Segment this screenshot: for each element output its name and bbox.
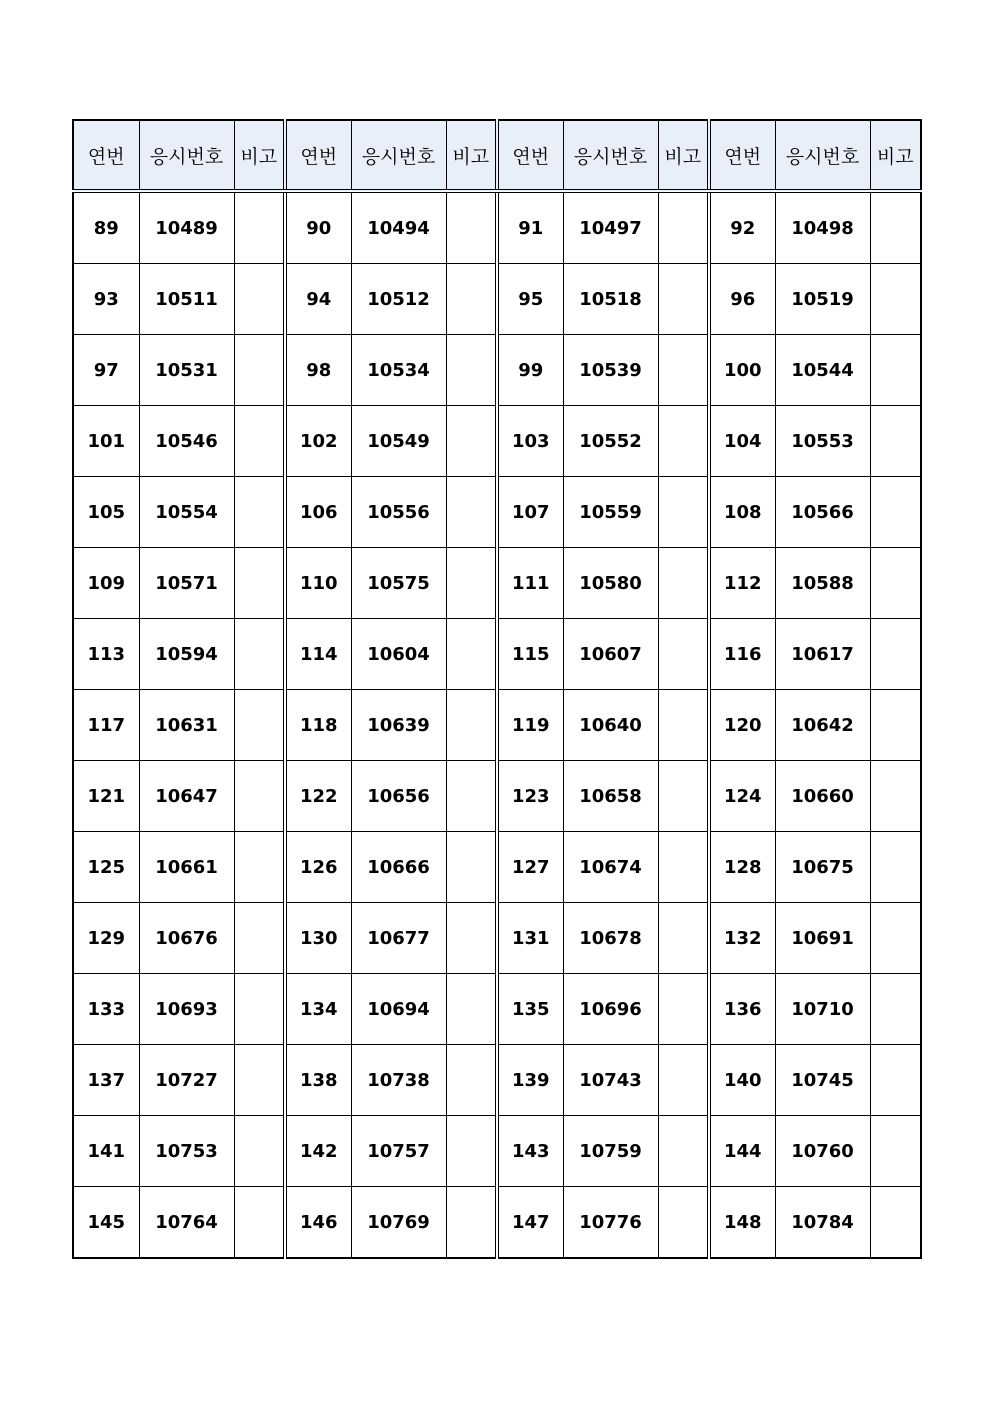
note-cell bbox=[234, 761, 285, 832]
exam-number-cell: 10769 bbox=[351, 1187, 446, 1259]
exam-number-cell: 10764 bbox=[139, 1187, 234, 1259]
serial-cell: 95 bbox=[497, 264, 563, 335]
header-serial: 연번 bbox=[497, 120, 563, 191]
note-cell bbox=[446, 191, 497, 264]
serial-cell: 125 bbox=[73, 832, 139, 903]
table-row bbox=[73, 903, 921, 974]
serial-cell: 118 bbox=[285, 690, 351, 761]
note-cell bbox=[446, 548, 497, 619]
note-cell bbox=[658, 548, 709, 619]
note-cell bbox=[446, 903, 497, 974]
exam-number-cell: 10489 bbox=[139, 191, 234, 264]
note-cell bbox=[446, 619, 497, 690]
exam-number-cell: 10594 bbox=[139, 619, 234, 690]
table-row bbox=[73, 477, 921, 548]
serial-cell: 99 bbox=[497, 335, 563, 406]
serial-cell: 104 bbox=[709, 406, 775, 477]
exam-number-cell: 10498 bbox=[775, 191, 870, 264]
exam-number-cell: 10642 bbox=[775, 690, 870, 761]
header-exam-number: 응시번호 bbox=[351, 120, 446, 191]
exam-number-cell: 10784 bbox=[775, 1187, 870, 1259]
serial-cell: 130 bbox=[285, 903, 351, 974]
table-row bbox=[73, 1187, 921, 1259]
note-cell bbox=[658, 974, 709, 1045]
exam-number-cell: 10676 bbox=[139, 903, 234, 974]
note-cell bbox=[870, 690, 921, 761]
serial-cell: 112 bbox=[709, 548, 775, 619]
note-cell bbox=[446, 832, 497, 903]
serial-cell: 119 bbox=[497, 690, 563, 761]
serial-cell: 120 bbox=[709, 690, 775, 761]
exam-number-cell: 10497 bbox=[563, 191, 658, 264]
table-row bbox=[73, 548, 921, 619]
serial-cell: 146 bbox=[285, 1187, 351, 1259]
exam-number-cell: 10617 bbox=[775, 619, 870, 690]
serial-cell: 110 bbox=[285, 548, 351, 619]
exam-number-cell: 10631 bbox=[139, 690, 234, 761]
exam-number-cell: 10640 bbox=[563, 690, 658, 761]
note-cell bbox=[446, 1187, 497, 1259]
serial-cell: 106 bbox=[285, 477, 351, 548]
exam-number-cell: 10559 bbox=[563, 477, 658, 548]
note-cell bbox=[446, 974, 497, 1045]
note-cell bbox=[446, 477, 497, 548]
note-cell bbox=[658, 1045, 709, 1116]
serial-cell: 127 bbox=[497, 832, 563, 903]
note-cell bbox=[446, 335, 497, 406]
note-cell bbox=[234, 548, 285, 619]
note-cell bbox=[658, 619, 709, 690]
exam-number-cell: 10656 bbox=[351, 761, 446, 832]
note-cell bbox=[870, 264, 921, 335]
note-cell bbox=[658, 1116, 709, 1187]
exam-number-cell: 10588 bbox=[775, 548, 870, 619]
note-cell bbox=[870, 406, 921, 477]
serial-cell: 115 bbox=[497, 619, 563, 690]
note-cell bbox=[234, 903, 285, 974]
serial-cell: 98 bbox=[285, 335, 351, 406]
exam-number-cell: 10546 bbox=[139, 406, 234, 477]
exam-number-cell: 10757 bbox=[351, 1116, 446, 1187]
note-cell bbox=[870, 832, 921, 903]
header-serial: 연번 bbox=[285, 120, 351, 191]
note-cell bbox=[446, 1045, 497, 1116]
serial-cell: 145 bbox=[73, 1187, 139, 1259]
exam-number-cell: 10571 bbox=[139, 548, 234, 619]
serial-cell: 111 bbox=[497, 548, 563, 619]
serial-cell: 135 bbox=[497, 974, 563, 1045]
exam-number-cell: 10661 bbox=[139, 832, 234, 903]
exam-number-cell: 10753 bbox=[139, 1116, 234, 1187]
exam-number-cell: 10710 bbox=[775, 974, 870, 1045]
serial-cell: 103 bbox=[497, 406, 563, 477]
exam-number-cell: 10743 bbox=[563, 1045, 658, 1116]
note-cell bbox=[658, 191, 709, 264]
exam-number-cell: 10694 bbox=[351, 974, 446, 1045]
note-cell bbox=[446, 690, 497, 761]
exam-number-cell: 10566 bbox=[775, 477, 870, 548]
serial-cell: 143 bbox=[497, 1116, 563, 1187]
candidate-number-table bbox=[72, 119, 922, 1259]
header-exam-number: 응시번호 bbox=[563, 120, 658, 191]
note-cell bbox=[234, 690, 285, 761]
serial-cell: 92 bbox=[709, 191, 775, 264]
serial-cell: 136 bbox=[709, 974, 775, 1045]
exam-number-cell: 10678 bbox=[563, 903, 658, 974]
serial-cell: 89 bbox=[73, 191, 139, 264]
exam-number-cell: 10647 bbox=[139, 761, 234, 832]
note-cell bbox=[446, 761, 497, 832]
table-row bbox=[73, 832, 921, 903]
exam-number-cell: 10727 bbox=[139, 1045, 234, 1116]
header-serial: 연번 bbox=[73, 120, 139, 191]
exam-number-cell: 10511 bbox=[139, 264, 234, 335]
serial-cell: 144 bbox=[709, 1116, 775, 1187]
serial-cell: 102 bbox=[285, 406, 351, 477]
header-note: 비고 bbox=[234, 120, 285, 191]
exam-number-cell: 10675 bbox=[775, 832, 870, 903]
serial-cell: 94 bbox=[285, 264, 351, 335]
note-cell bbox=[870, 761, 921, 832]
note-cell bbox=[234, 191, 285, 264]
exam-number-cell: 10552 bbox=[563, 406, 658, 477]
serial-cell: 90 bbox=[285, 191, 351, 264]
serial-cell: 131 bbox=[497, 903, 563, 974]
serial-cell: 133 bbox=[73, 974, 139, 1045]
exam-number-cell: 10556 bbox=[351, 477, 446, 548]
serial-cell: 141 bbox=[73, 1116, 139, 1187]
table-row bbox=[73, 406, 921, 477]
note-cell bbox=[234, 335, 285, 406]
note-cell bbox=[234, 477, 285, 548]
table-header bbox=[73, 120, 921, 191]
exam-number-cell: 10554 bbox=[139, 477, 234, 548]
exam-number-cell: 10575 bbox=[351, 548, 446, 619]
serial-cell: 116 bbox=[709, 619, 775, 690]
serial-cell: 140 bbox=[709, 1045, 775, 1116]
exam-number-cell: 10658 bbox=[563, 761, 658, 832]
note-cell bbox=[234, 1045, 285, 1116]
serial-cell: 96 bbox=[709, 264, 775, 335]
table-row bbox=[73, 690, 921, 761]
serial-cell: 128 bbox=[709, 832, 775, 903]
exam-number-cell: 10745 bbox=[775, 1045, 870, 1116]
serial-cell: 101 bbox=[73, 406, 139, 477]
note-cell bbox=[870, 974, 921, 1045]
exam-number-cell: 10760 bbox=[775, 1116, 870, 1187]
serial-cell: 142 bbox=[285, 1116, 351, 1187]
exam-number-cell: 10549 bbox=[351, 406, 446, 477]
note-cell bbox=[870, 191, 921, 264]
note-cell bbox=[658, 406, 709, 477]
exam-number-cell: 10553 bbox=[775, 406, 870, 477]
note-cell bbox=[234, 974, 285, 1045]
exam-number-cell: 10519 bbox=[775, 264, 870, 335]
exam-number-cell: 10518 bbox=[563, 264, 658, 335]
header-exam-number: 응시번호 bbox=[139, 120, 234, 191]
note-cell bbox=[658, 832, 709, 903]
note-cell bbox=[658, 264, 709, 335]
exam-number-cell: 10494 bbox=[351, 191, 446, 264]
serial-cell: 138 bbox=[285, 1045, 351, 1116]
note-cell bbox=[658, 690, 709, 761]
exam-number-cell: 10531 bbox=[139, 335, 234, 406]
serial-cell: 121 bbox=[73, 761, 139, 832]
note-cell bbox=[234, 832, 285, 903]
exam-number-cell: 10674 bbox=[563, 832, 658, 903]
note-cell bbox=[658, 477, 709, 548]
table-row bbox=[73, 619, 921, 690]
header-row bbox=[73, 120, 921, 191]
note-cell bbox=[234, 406, 285, 477]
serial-cell: 97 bbox=[73, 335, 139, 406]
note-cell bbox=[870, 903, 921, 974]
table-row bbox=[73, 264, 921, 335]
table-row bbox=[73, 761, 921, 832]
serial-cell: 117 bbox=[73, 690, 139, 761]
table-body bbox=[73, 191, 921, 1258]
serial-cell: 129 bbox=[73, 903, 139, 974]
serial-cell: 148 bbox=[709, 1187, 775, 1259]
serial-cell: 108 bbox=[709, 477, 775, 548]
note-cell bbox=[234, 619, 285, 690]
serial-cell: 100 bbox=[709, 335, 775, 406]
note-cell bbox=[870, 477, 921, 548]
table-row bbox=[73, 335, 921, 406]
exam-number-cell: 10544 bbox=[775, 335, 870, 406]
exam-number-cell: 10604 bbox=[351, 619, 446, 690]
note-cell bbox=[870, 1116, 921, 1187]
serial-cell: 147 bbox=[497, 1187, 563, 1259]
exam-number-cell: 10677 bbox=[351, 903, 446, 974]
note-cell bbox=[658, 761, 709, 832]
serial-cell: 107 bbox=[497, 477, 563, 548]
exam-number-cell: 10512 bbox=[351, 264, 446, 335]
header-serial: 연번 bbox=[709, 120, 775, 191]
header-exam-number: 응시번호 bbox=[775, 120, 870, 191]
exam-number-cell: 10776 bbox=[563, 1187, 658, 1259]
table-row bbox=[73, 1116, 921, 1187]
serial-cell: 93 bbox=[73, 264, 139, 335]
exam-number-cell: 10639 bbox=[351, 690, 446, 761]
exam-number-cell: 10693 bbox=[139, 974, 234, 1045]
serial-cell: 137 bbox=[73, 1045, 139, 1116]
note-cell bbox=[658, 1187, 709, 1259]
exam-number-cell: 10691 bbox=[775, 903, 870, 974]
serial-cell: 124 bbox=[709, 761, 775, 832]
exam-number-cell: 10534 bbox=[351, 335, 446, 406]
note-cell bbox=[870, 548, 921, 619]
note-cell bbox=[446, 264, 497, 335]
note-cell bbox=[234, 1187, 285, 1259]
exam-number-cell: 10696 bbox=[563, 974, 658, 1045]
serial-cell: 126 bbox=[285, 832, 351, 903]
exam-number-cell: 10738 bbox=[351, 1045, 446, 1116]
table-row bbox=[73, 974, 921, 1045]
exam-number-cell: 10580 bbox=[563, 548, 658, 619]
serial-cell: 132 bbox=[709, 903, 775, 974]
exam-number-cell: 10660 bbox=[775, 761, 870, 832]
note-cell bbox=[870, 1045, 921, 1116]
note-cell bbox=[870, 1187, 921, 1259]
serial-cell: 113 bbox=[73, 619, 139, 690]
serial-cell: 122 bbox=[285, 761, 351, 832]
header-note: 비고 bbox=[870, 120, 921, 191]
exam-number-cell: 10759 bbox=[563, 1116, 658, 1187]
table-row bbox=[73, 1045, 921, 1116]
header-note: 비고 bbox=[658, 120, 709, 191]
serial-cell: 139 bbox=[497, 1045, 563, 1116]
header-note: 비고 bbox=[446, 120, 497, 191]
note-cell bbox=[870, 619, 921, 690]
note-cell bbox=[446, 1116, 497, 1187]
note-cell bbox=[658, 335, 709, 406]
note-cell bbox=[234, 1116, 285, 1187]
note-cell bbox=[870, 335, 921, 406]
note-cell bbox=[446, 406, 497, 477]
serial-cell: 134 bbox=[285, 974, 351, 1045]
serial-cell: 114 bbox=[285, 619, 351, 690]
note-cell bbox=[658, 903, 709, 974]
exam-number-cell: 10607 bbox=[563, 619, 658, 690]
serial-cell: 91 bbox=[497, 191, 563, 264]
note-cell bbox=[234, 264, 285, 335]
serial-cell: 105 bbox=[73, 477, 139, 548]
exam-number-cell: 10539 bbox=[563, 335, 658, 406]
serial-cell: 123 bbox=[497, 761, 563, 832]
table-row bbox=[73, 191, 921, 264]
exam-number-cell: 10666 bbox=[351, 832, 446, 903]
serial-cell: 109 bbox=[73, 548, 139, 619]
